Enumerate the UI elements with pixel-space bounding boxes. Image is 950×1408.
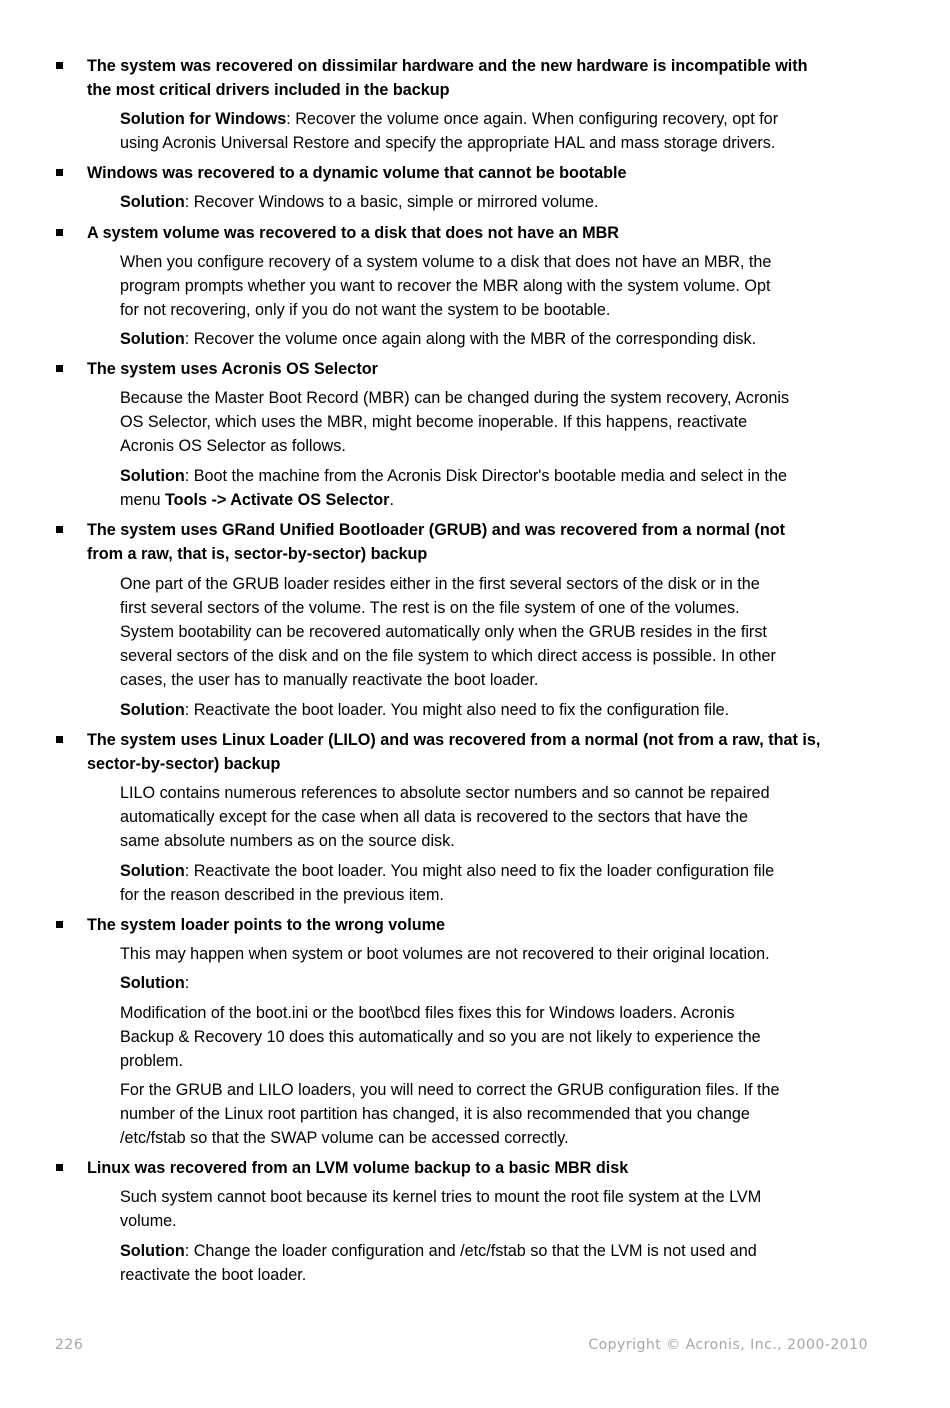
bullet-marker	[56, 1164, 63, 1171]
item-heading	[87, 518, 877, 566]
paragraph-line	[120, 1126, 880, 1150]
line-text: For the GRUB and LILO loaders, you will need to correct the GRUB configuration files. If the	[120, 1081, 780, 1099]
line-text: Backup & Recovery 10 does this automatically and so you are not likely to experience the	[120, 1028, 761, 1046]
paragraph-line	[120, 410, 880, 434]
heading-line: sector-by-sector) backup	[87, 755, 281, 773]
paragraph-line	[120, 883, 880, 907]
line-text: : Reactivate the boot loader. You might also need to fix the configuration file.	[184, 701, 730, 719]
bullet-marker	[56, 62, 63, 69]
line-text: : Boot the machine from the Acronis Disk Director's bootable media and select in the	[184, 467, 788, 485]
heading-line: Linux was recovered from an LVM volume backup to a basic MBR disk	[87, 1159, 629, 1177]
line-text: number of the Linux root partition has changed, it is also recommended that you change	[120, 1105, 750, 1123]
heading-line: the most critical drivers included in the backup	[87, 81, 450, 99]
heading-line: The system uses Acronis OS Selector	[87, 360, 378, 378]
paragraph-line	[120, 434, 880, 458]
heading-line: A system volume was recovered to a disk that does not have an MBR	[87, 224, 619, 242]
heading-line: The system loader points to the wrong volume	[87, 916, 445, 934]
line-text: LILO contains numerous references to absolute sector numbers and so cannot be repaired	[120, 784, 770, 802]
line-text: Acronis OS Selector as follows.	[120, 437, 346, 455]
line-text: One part of the GRUB loader resides either in the first several sectors of the disk or in the	[120, 575, 760, 593]
paragraph-line	[120, 620, 880, 644]
paragraph-line	[120, 644, 880, 668]
item-heading	[87, 728, 877, 776]
paragraph-line	[120, 131, 880, 155]
line-text: : Recover Windows to a basic, simple or mirrored volume.	[184, 193, 599, 211]
line-text: volume.	[120, 1212, 177, 1230]
body-paragraph	[120, 781, 880, 853]
item-heading	[87, 913, 877, 937]
paragraph-line	[120, 1209, 880, 1233]
line-text: This may happen when system or boot volumes are not recovered to their original location.	[120, 945, 770, 963]
paragraph-line	[120, 386, 880, 410]
line-text: System bootability can be recovered automatically only when the GRUB resides in the first	[120, 623, 767, 641]
line-text: automatically except for the case when all data is recovered to the sectors that have the	[120, 808, 749, 826]
solution-paragraph	[120, 698, 880, 722]
body-paragraph	[120, 1001, 880, 1073]
line-text: program prompts whether you want to recover the MBR along with the system volume. Opt	[120, 277, 771, 295]
heading-line: The system uses GRand Unified Bootloader (GRUB) and was recovered from a normal (not	[87, 521, 785, 539]
body-paragraph	[120, 942, 880, 966]
menu-path: Tools -> Activate OS Selector	[165, 491, 390, 509]
body-paragraph	[120, 572, 880, 692]
solution-paragraph	[120, 190, 880, 214]
line-text: same absolute numbers as on the source disk.	[120, 832, 455, 850]
solution-label: Solution for Windows	[120, 110, 287, 128]
line-text: for the reason described in the previous item.	[120, 886, 444, 904]
bullet-marker	[56, 365, 63, 372]
item-heading	[87, 161, 877, 185]
line-text: Because the Master Boot Record (MBR) can be changed during the system recovery, Acronis	[120, 389, 790, 407]
paragraph-line	[120, 596, 880, 620]
solution-label: Solution	[120, 1242, 185, 1260]
line-text: Such system cannot boot because its kernel tries to mount the root file system at the LVM	[120, 1188, 762, 1206]
line-text: using Acronis Universal Restore and specify the appropriate HAL and mass storage drivers.	[120, 134, 776, 152]
paragraph-line	[120, 190, 880, 214]
paragraph-line	[120, 488, 880, 512]
paragraph-line	[120, 1078, 880, 1102]
line-text: : Change the loader configuration and /etc/fstab so that the LVM is not used and	[184, 1242, 757, 1260]
heading-line: The system was recovered on dissimilar hardware and the new hardware is incompatible with	[87, 57, 808, 75]
paragraph-line	[120, 1185, 880, 1209]
line-text: .	[389, 491, 394, 509]
solution-label: Solution	[120, 701, 185, 719]
body-paragraph	[120, 386, 880, 458]
item-heading	[87, 54, 877, 102]
paragraph-line	[120, 464, 880, 488]
heading-line: The system uses Linux Loader (LILO) and was recovered from a normal (not from a raw, that is,	[87, 731, 821, 749]
copyright-notice: Copyright © Acronis, Inc., 2000-2010	[588, 1337, 868, 1353]
paragraph-line	[120, 572, 880, 596]
line-text: reactivate the boot loader.	[120, 1266, 307, 1284]
line-text: OS Selector, which uses the MBR, might become inoperable. If this happens, reactivate	[120, 413, 748, 431]
bullet-marker	[56, 229, 63, 236]
line-text: When you configure recovery of a system volume to a disk that does not have an MBR, the	[120, 253, 772, 271]
paragraph-line	[120, 971, 880, 995]
solution-paragraph	[120, 859, 880, 907]
paragraph-line	[120, 942, 880, 966]
paragraph-line	[120, 1263, 880, 1287]
solution-label: Solution	[120, 974, 185, 992]
paragraph-line	[120, 668, 880, 692]
heading-line: Windows was recovered to a dynamic volume that cannot be bootable	[87, 164, 627, 182]
line-text: :	[184, 974, 190, 992]
paragraph-line	[120, 1025, 880, 1049]
bullet-marker	[56, 169, 63, 176]
item-heading	[87, 357, 877, 381]
paragraph-line	[120, 274, 880, 298]
solution-label: Solution	[120, 193, 185, 211]
solution-label: Solution	[120, 862, 185, 880]
body-paragraph	[120, 1078, 880, 1150]
bullet-marker	[56, 921, 63, 928]
paragraph-line	[120, 829, 880, 853]
line-text: for not recovering, only if you do not want the system to be bootable.	[120, 301, 611, 319]
paragraph-line	[120, 859, 880, 883]
item-heading	[87, 221, 877, 245]
solution-label: Solution	[120, 330, 185, 348]
heading-line: from a raw, that is, sector-by-sector) backup	[87, 545, 428, 563]
line-text: first several sectors of the volume. The rest is on the file system of one of the volumes.	[120, 599, 740, 617]
bullet-marker	[56, 736, 63, 743]
line-text: problem.	[120, 1052, 183, 1070]
solution-paragraph	[120, 1239, 880, 1287]
solution-paragraph	[120, 464, 880, 512]
solution-paragraph	[120, 327, 880, 351]
paragraph-line	[120, 1049, 880, 1073]
paragraph-line	[120, 298, 880, 322]
line-text: several sectors of the disk and on the file system to which direct access is possible. In other	[120, 647, 776, 665]
body-paragraph	[120, 1185, 880, 1233]
line-text: : Recover the volume once again along with the MBR of the corresponding disk.	[184, 330, 757, 348]
paragraph-line	[120, 1001, 880, 1025]
line-text: : Recover the volume once again. When configuring recovery, opt for	[286, 110, 779, 128]
bullet-marker	[56, 526, 63, 533]
solution-label: Solution	[120, 467, 185, 485]
paragraph-line	[120, 698, 880, 722]
solution-paragraph	[120, 107, 880, 155]
line-text: Modification of the boot.ini or the boot\bcd files fixes this for Windows loaders. Acronis	[120, 1004, 735, 1022]
item-heading	[87, 1156, 877, 1180]
line-text: : Reactivate the boot loader. You might also need to fix the loader configuration file	[184, 862, 775, 880]
paragraph-line	[120, 781, 880, 805]
paragraph-line	[120, 1239, 880, 1263]
solution-paragraph	[120, 971, 880, 995]
body-paragraph	[120, 250, 880, 322]
paragraph-line	[120, 1102, 880, 1126]
paragraph-line	[120, 805, 880, 829]
line-text: cases, the user has to manually reactivate the boot loader.	[120, 671, 539, 689]
page-number: 226	[55, 1337, 84, 1353]
paragraph-line	[120, 107, 880, 131]
paragraph-line	[120, 327, 880, 351]
line-text: /etc/fstab so that the SWAP volume can be accessed correctly.	[120, 1129, 569, 1147]
paragraph-line	[120, 250, 880, 274]
line-text: menu	[120, 491, 165, 509]
